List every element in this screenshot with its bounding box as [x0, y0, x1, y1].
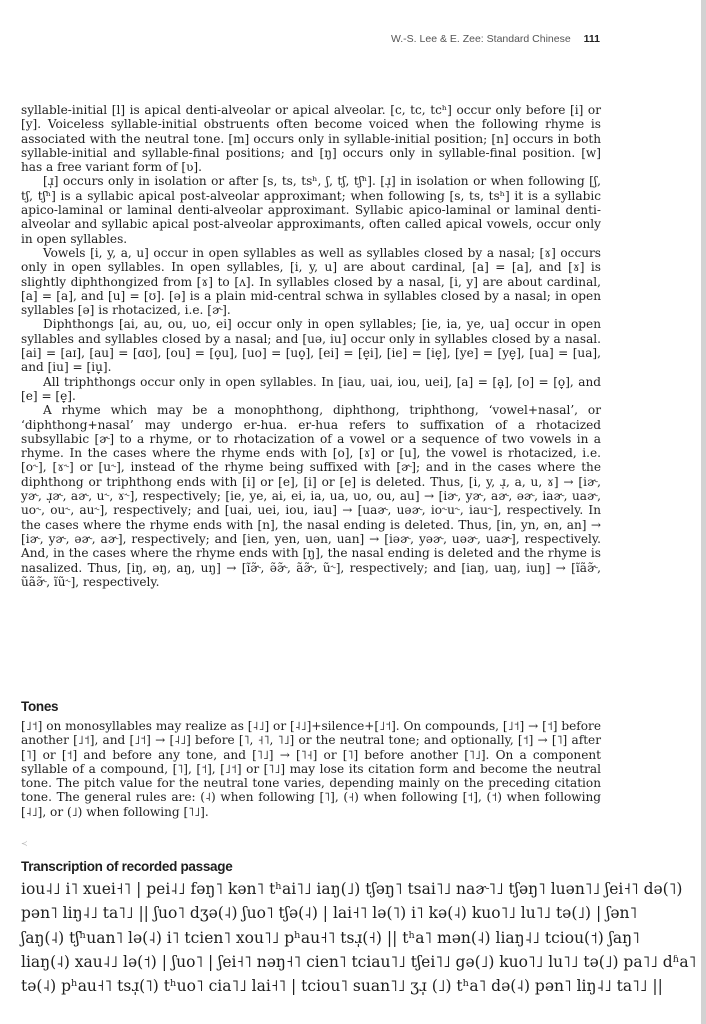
transcription-line: liaŋ(˨) xau˨˩ lə(˦) | ʃuo˥ | ʃei˧˥ nəŋ˧˥ cien˥ tciau˥˩ tʃei˥˩ gə(˩) kuo˥˩ lu˥˩ tə(˩) pa˥˩ dʱa˥ — [21, 952, 697, 971]
page-edge — [701, 0, 706, 1024]
paragraph: Vowels [i, y, a, u] occur in open syllables as well as syllables closed by a nasal; [ɤ] occurs only in open syllables. In open syllables, [i, y, u] are about cardinal, [a] = [a], and [ɤ] is slightly diphthongized from [ɤ] to [ʌ]. In syllables closed by a nasal, [i, y] are about cardinal, [a] = [a], and [u] = [ʊ]. [ə] is a plain mid-central schwa in syllables closed by a nasal; in open syllables [ə] is rhotacized, i.e. [ɚ]. — [21, 245, 601, 318]
transcription-passage — [21, 877, 697, 998]
margin-mark: ≺ — [21, 839, 28, 848]
transcription-line: ʃaŋ(˨) tʃʰuan˥ lə(˨) i˥ tcien˥ xou˥˩ pʰau˧˥ tsɹ̩(˧) || tʰa˥ mən(˨) liaŋ˨˩ tciou(˦) ʃaŋ˥ — [21, 928, 640, 947]
paragraph: All triphthongs occur only in open syllables. In [iau, uai, iou, uei], [a] = [a̞], [o] = [o̞], and [e] = [e̞]. — [21, 374, 601, 403]
paragraph: [ɹ̩] occurs only in isolation or after [s, ts, tsʰ, ʃ, tʃ, tʃʰ]. [ɹ̩] in isolation or when following [ʃ, tʃ, tʃʰ] is a syllabic apical post-alveolar approximant; when following [s, ts, tsʰ] it is a syllabic apico-laminal or laminal denti-alveolar approximant. Syllabic apico-laminal or laminal denti-alveolar and syllabic apical post-alveolar approximants, often called apical vowels, occur only in open syllables. — [21, 174, 601, 246]
page-number: 111 — [583, 33, 600, 45]
tones-section — [21, 719, 601, 819]
paragraph: Diphthongs [ai, au, ou, uo, ei] occur only in open syllables; [ie, ia, ye, ua] occur in open syllables and syllables closed by a nasal; and [uə, iu] occur only in syllables closed by a nasal. [ai] = [aɪ], [au] = [ɑʊ], [ou] = [o̞u], [uo] = [uo̞], [ei] = [e̞i], [ie] = [ie̞], [ye] = [ye̞], [ua] = [ua], and [iu] = [iu̞]. — [21, 317, 601, 375]
transcription-line: iou˨˩ i˥ xuei˧˥ | pei˨˩ fəŋ˥ kən˥ tʰai˥˩ iaŋ(˩) tʃəŋ˥ tsai˥˩ naɚ˥˩ tʃəŋ˥ luən˥˩ ʃei˧˥ də(˥) — [21, 880, 683, 898]
section-heading-transcription: Transcription of recorded passage — [21, 859, 233, 874]
paragraph: A rhyme which may be a monophthong, diphthong, triphthong, ‘vowel+nasal’, or ‘diphthong+nasal’ may undergo er-hua. er-hua refers to suffixation of a rhotacized subsyllabic [ɚ] to a rhyme, or to rhotacization of a vowel or a sequence of two vowels in a rhyme. In the cases where the rhyme ends with [o], [ɤ] or [u], the vowel is rhotacized, i.e. [o˞], [ɤ˞] or [u˞], instead of the rhyme being suffixed with [ɚ]; and in the cases where the diphthong or triphthong ends with [i] or [e], [i] or [e] is deleted. Thus, [i, y, ɹ̩, a, u, ɤ] → [iɚ, yɚ, ɹ̩ɚ, aɚ, u˞, ɤ˞], respectively; [ie, ye, ai, ei, ia, ua, uo, ou, au] → [iɚ, yɚ, aɚ, əɚ, iaɚ, uaɚ, uo˞, ou˞, au˞], respectively; and [uai, uei, iou, iau] → [uaɚ, uəɚ, io˞u˞, iau˞], respectively. In the cases where the rhyme ends with [n], the nasal ending is deleted. Thus, [in, yn, ən, an] → [iɚ, yɚ, əɚ, aɚ], respectively; and [ien, yen, uən, uan] → [iəɚ, yəɚ, uəɚ, uaɚ], respectively. And, in the cases where the rhyme ends with [ŋ], the nasal ending is deleted and the rhyme is nasalized. Thus, [iŋ, əŋ, aŋ, uŋ] → [ĩɚ̃, ə̃ɚ̃, ãɚ̃, ũ˞], respectively; and [iaŋ, uaŋ, iuŋ] → [ĩãɚ̃, ũãɚ̃, ĩũ˞], respectively. — [21, 403, 601, 589]
paragraph: syllable-initial [l] is apical denti-alveolar or apical alveolar. [c, tc, tcʰ] occur only before [i] or [y]. Voiceless syllable-initial obstruents often become voiced when the following rhyme is associated with the neutral tone. [m] occurs only in syllable-initial position; [n] occurs in both syllable-initial and syllable-final positions; and [ŋ] occurs only in syllable-final position. [w] has a free variant form of [ʋ]. — [21, 103, 601, 175]
transcription-line: tə(˨) pʰau˧˥ tsɹ̩(˥) tʰuo˥ cia˥˩ lai˧˥ | tciou˥ suan˥˩ ʒɹ̩ (˩) tʰa˥ də(˨) pən˥ liŋ˨˩ ta˥˩ || — [21, 977, 663, 996]
running-title: W.-S. Lee & E. Zee: Standard Chinese — [390, 33, 571, 45]
tones-paragraph: [˩˦] on monosyllables may realize as [˨˩] or [˨˩]+silence+[˩˦]. On compounds, [˩˦] → [˦] before another [˩˦], and [˩˦] → [˨˩] before [˥, ˧˥, ˥˩] or the neutral tone; and optionally, [˦] → [˥] after [˥] or [˦] and before any tone, and [˥˩] → [˥˧] or [˥] before another [˥˩]. On a component syllable of a compound, [˥], [˦], [˩˦] or [˥˩] may lose its citation form and become the neutral tone. The pitch value for the neutral tone varies, depending mainly on the preceding citation tone. The general rules are: (˨) when following [˥], (˧) when following [˦], (˦) when following [˨˩], or (˩) when following [˥˩]. — [21, 719, 601, 819]
transcription-line: pən˥ liŋ˨˩ ta˥˩ || ʃuo˥ dʒə(˨) ʃuo˥ tʃə(˨) | lai˧˥ lə(˥) i˥ kə(˨) kuo˥˩ lu˥˩ tə(˩) | ʃən˥ — [21, 904, 638, 923]
body-text — [21, 103, 601, 589]
section-heading-tones: Tones — [21, 699, 59, 714]
running-header — [391, 33, 600, 45]
